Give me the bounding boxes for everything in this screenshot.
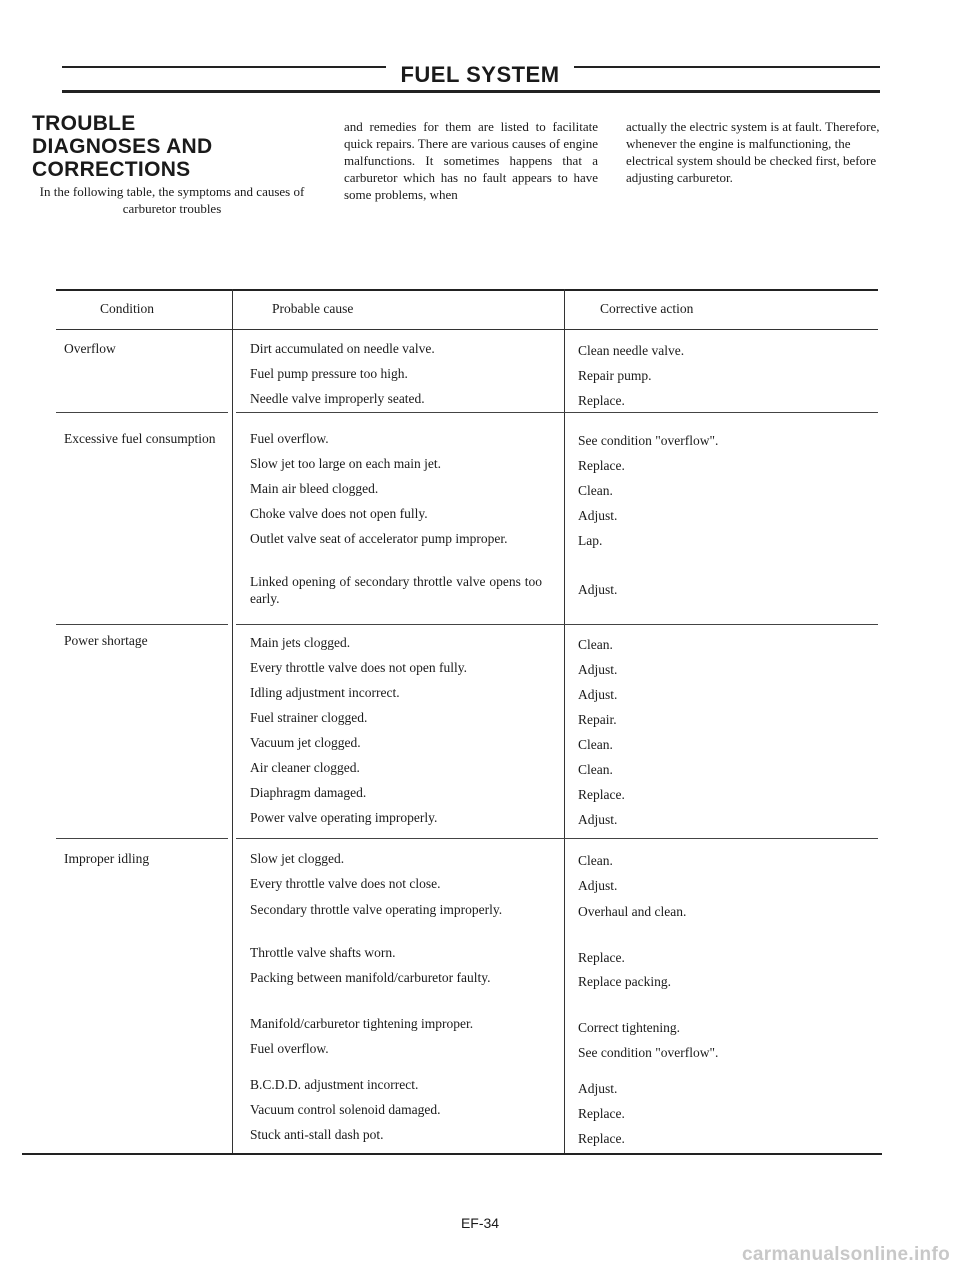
intro-paragraph-1: In the following table, the symptoms and causes of carburetor troubles xyxy=(39,184,305,216)
condition-label: Improper idling xyxy=(64,851,150,866)
probable-cause: Packing between manifold/carburetor faulty. xyxy=(250,970,491,985)
corrective-action: Replace. xyxy=(578,458,625,473)
corrective-action: Adjust. xyxy=(578,1081,618,1096)
group-separator xyxy=(236,624,878,625)
section-title-line: TROUBLE xyxy=(32,112,136,135)
corrective-action: Replace. xyxy=(578,950,625,965)
table-rule-top xyxy=(56,289,878,291)
corrective-action: Adjust. xyxy=(578,662,618,677)
header-rule-bottom xyxy=(62,90,880,93)
probable-cause: Slow jet too large on each main jet. xyxy=(250,456,441,471)
probable-cause: Fuel pump pressure too high. xyxy=(250,366,408,381)
corrective-action: Repair. xyxy=(578,712,617,727)
probable-cause: Every throttle valve does not open fully. xyxy=(250,660,467,675)
probable-cause: Linked opening of secondary throttle valve opens too early. xyxy=(250,574,542,606)
probable-cause: Fuel overflow. xyxy=(250,431,329,446)
corrective-action: Adjust. xyxy=(578,508,618,523)
probable-cause: Main air bleed clogged. xyxy=(250,481,379,496)
probable-cause: Stuck anti-stall dash pot. xyxy=(250,1127,384,1142)
corrective-action: Replace. xyxy=(578,393,625,408)
corrective-action: Clean. xyxy=(578,853,613,868)
corrective-action: Replace. xyxy=(578,1131,625,1146)
corrective-action: Clean. xyxy=(578,762,613,777)
table-rule-bottom xyxy=(22,1153,882,1155)
probable-cause: Vacuum jet clogged. xyxy=(250,735,361,750)
probable-cause: Manifold/carburetor tightening improper. xyxy=(250,1016,474,1031)
corrective-action: Adjust. xyxy=(578,878,618,893)
page-header-title xyxy=(0,62,960,88)
header-title-text: FUEL SYSTEM xyxy=(386,62,573,87)
corrective-action: Clean. xyxy=(578,737,613,752)
corrective-action: See condition "overflow". xyxy=(578,1045,719,1060)
probable-cause: B.C.D.D. adjustment incorrect. xyxy=(250,1077,419,1092)
probable-cause: Power valve operating improperly. xyxy=(250,810,438,825)
condition-label: Overflow xyxy=(64,341,116,356)
corrective-action: See condition "overflow". xyxy=(578,433,719,448)
table-column-divider xyxy=(564,289,565,1155)
probable-cause: Main jets clogged. xyxy=(250,635,351,650)
probable-cause: Vacuum control solenoid damaged. xyxy=(250,1102,441,1117)
section-title-line: CORRECTIONS xyxy=(32,158,191,181)
corrective-action: Replace packing. xyxy=(578,974,671,989)
group-separator xyxy=(236,412,878,413)
corrective-action: Clean. xyxy=(578,483,613,498)
group-separator xyxy=(56,838,228,839)
corrective-action: Replace. xyxy=(578,1106,625,1121)
corrective-action: Clean. xyxy=(578,637,613,652)
column-header-condition: Condition xyxy=(100,301,155,316)
probable-cause: Choke valve does not open fully. xyxy=(250,506,428,521)
probable-cause: Dirt accumulated on needle valve. xyxy=(250,341,435,356)
column-header-action: Corrective action xyxy=(600,301,694,316)
corrective-action: Adjust. xyxy=(578,687,618,702)
corrective-action: Correct tightening. xyxy=(578,1020,680,1035)
probable-cause: Fuel strainer clogged. xyxy=(250,710,368,725)
probable-cause: Outlet valve seat of accelerator pump improper. xyxy=(250,531,508,546)
corrective-action: Clean needle valve. xyxy=(578,343,685,358)
page-number: EF-34 xyxy=(460,1215,500,1231)
probable-cause: Idling adjustment incorrect. xyxy=(250,685,400,700)
probable-cause: Air cleaner clogged. xyxy=(250,760,360,775)
group-separator xyxy=(56,624,228,625)
corrective-action: Overhaul and clean. xyxy=(578,904,687,919)
condition-label: Power shortage xyxy=(64,633,148,648)
probable-cause: Needle valve improperly seated. xyxy=(250,391,425,406)
corrective-action: Lap. xyxy=(578,533,603,548)
probable-cause: Secondary throttle valve operating improperly. xyxy=(250,902,503,917)
section-title-line: DIAGNOSES AND xyxy=(32,135,213,158)
probable-cause: Slow jet clogged. xyxy=(250,851,345,866)
section-title xyxy=(32,112,312,181)
probable-cause: Diaphragm damaged. xyxy=(250,785,367,800)
group-separator xyxy=(236,838,878,839)
watermark: carmanualsonline.info xyxy=(742,1244,950,1265)
intro-paragraph-2: and remedies for them are listed to facilitate quick repairs. There are various causes of engine malfunctions. It sometimes happens that a carburetor which has no fault appears to have some problems, when xyxy=(344,119,598,202)
group-separator xyxy=(56,412,228,413)
table-column-divider xyxy=(232,289,233,1155)
probable-cause: Every throttle valve does not close. xyxy=(250,876,441,891)
corrective-action: Repair pump. xyxy=(578,368,652,383)
corrective-action: Adjust. xyxy=(578,582,618,597)
condition-label: Excessive fuel consumption xyxy=(64,431,216,446)
probable-cause: Throttle valve shafts worn. xyxy=(250,945,396,960)
corrective-action: Replace. xyxy=(578,787,625,802)
probable-cause: Fuel overflow. xyxy=(250,1041,329,1056)
corrective-action: Adjust. xyxy=(578,812,618,827)
column-header-cause: Probable cause xyxy=(272,301,354,316)
intro-paragraph-3: actually the electric system is at fault. Therefore, whenever the engine is malfunctioning, the electrical system should be checked first, before adjusting carburetor. xyxy=(626,119,880,185)
table-rule-header xyxy=(56,329,878,330)
